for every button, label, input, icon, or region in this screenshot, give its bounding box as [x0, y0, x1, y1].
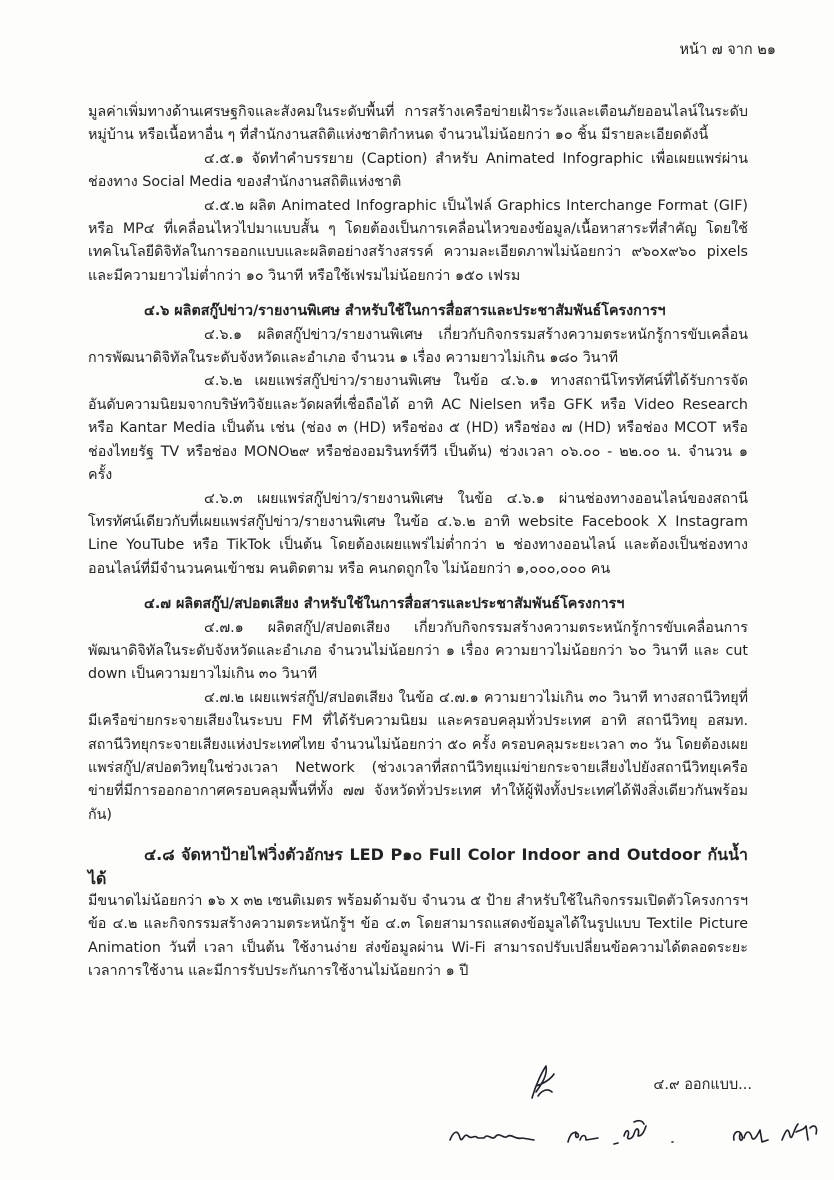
- paragraph-4-6-1: ๔.๖.๑ ผลิตสกู๊ปข่าว/รายงานพิเศษ เกี่ยวกับกิจกรรมสร้างความตระหนักรู้การขับเคลื่อนการพัฒนาดิจิทัลในระดับจังหวัดและอำเภอ จำนวน ๑ เรื่อง ความยาวไม่เกิน ๑๘๐ วินาที: [88, 326, 748, 367]
- paragraph-4-6-2: ๔.๖.๒ เผยแพร่สกู๊ปข่าว/รายงานพิเศษ ในข้อ ๔.๖.๑ ทางสถานีโทรทัศน์ที่ได้รับการจัดอันดับความนิยมจากบริษัทวิจัยและวัดผลที่เชื่อถือได้ อาทิ AC Nielsen หรือ GFK หรือ Video Research หรือ Kantar Media เป็นต้น เช่น (ช่อง ๓ (HD) หรือช่อง ๕ (HD) หรือช่อง ๗ (HD) หรือช่อง MCOT หรือช่องไทยรัฐ TV หรือช่อง MONO๒๙ หรือช่องอมรินทร์ทีวี เป็นต้น) ช่วงเวลา ๐๖.๐๐ - ๒๒.๐๐ น. จำนวน ๑ ครั้ง: [88, 373, 748, 484]
- next-section-label: ๔.๙ ออกแบบ...: [653, 1077, 752, 1093]
- signature-initial-1: [528, 1062, 556, 1102]
- signature-dot: [668, 1136, 678, 1146]
- signature-committee-5: [778, 1118, 822, 1148]
- paragraph-4-7-2: ๔.๗.๒ เผยแพร่สกู๊ป/สปอตเสียง ในข้อ ๔.๗.๑ ความยาวไม่เกิน ๓๐ วินาที ทางสถานีวิทยุที่มีเครือข่ายกระจายเสียงในระบบ FM ที่ได้รับความนิยม และครอบคลุมทั่วประเทศ อาทิ สถานีวิทยุ อสมท. สถานีวิทยุกระจายเสียงแห่งประเทศไทย จำนวนไม่น้อยกว่า ๕๐ ครั้ง ครอบคลุมระยะเวลา ๓๐ วัน โดยต้องเผยแพร่สกู๊ป/สปอตวิทยุในช่วงเวลา Network (ช่วงเวลาที่สถานีวิทยุแม่ข่ายกระจายเสียงไปยังสถานีวิทยุเครือข่ายที่มีการออกอากาศครอบคลุมพื้นที่ทั้ง ๗๗ จังหวัดทั่วประเทศ ทำให้ผู้ฟังทั้งประเทศได้ฟังสิ่งเดียวกันพร้อมกัน): [88, 689, 748, 823]
- signature-committee-2: [564, 1124, 604, 1148]
- signature-committee-3: [612, 1116, 652, 1150]
- paragraph-4-7-1: ๔.๗.๑ ผลิตสกู๊ป/สปอตเสียง เกี่ยวกับกิจกรรมสร้างความตระหนักรู้การขับเคลื่อนการพัฒนาดิจิทัลในระดับจังหวัดและอำเภอ จำนวนไม่น้อยกว่า ๑ เรื่อง ความยาวไม่น้อยกว่า ๖๐ วินาที และ cut down เป็นความยาวไม่เกิน ๓๐ วินาที: [88, 619, 748, 683]
- paragraph-4-6-3: ๔.๖.๓ เผยแพร่สกู๊ปข่าว/รายงานพิเศษ ในข้อ ๔.๖.๑ ผ่านช่องทางออนไลน์ของสถานีโทรทัศน์เดียวกับที่เผยแพร่สกู๊ปข่าว/รายงานพิเศษ ในข้อ ๔.๖.๒ อาทิ website Facebook X Instagram Line YouTube หรือ TikTok เป็นต้น โดยต้องเผยแพร่ไม่ต่ำกว่า ๒ ช่องทางออนไลน์ และต้องเป็นช่องทางออนไลน์ที่มีจำนวนคนเข้าชม คนติดตาม หรือ คนกดถูกใจ ไม่น้อยกว่า ๑,๐๐๐,๐๐๐ คน: [88, 490, 748, 577]
- section-heading-4-8: ๔.๘ จัดหาป้ายไฟวิ่งตัวอักษร LED P๑๐ Full Color Indoor and Outdoor กันน้ำได้: [88, 845, 748, 888]
- signature-committee-4: [730, 1122, 770, 1148]
- signature-committee-1: [448, 1124, 538, 1148]
- paragraph-4-5-2: ๔.๕.๒ ผลิต Animated Infographic เป็นไฟล์ Graphics Interchange Format (GIF) หรือ MP๔ ที่เคลื่อนไหวไปมาแบบสั้น ๆ โดยต้องเป็นการเคลื่อนไหวของข้อมูล/เนื้อหาสาระที่สำคัญ โดยใช้เทคโนโลยีดิจิทัลในการออกแบบและผลิตอย่างสร้างสรรค์ ความละเอียดภาพไม่น้อยกว่า ๙๖๐x๙๖๐ pixels และมีความยาวไม่ต่ำกว่า ๑๐ วินาที หรือใช้เฟรมไม่น้อยกว่า ๑๕๐ เฟรม: [88, 197, 748, 284]
- paragraph-4-8-body: มีขนาดไม่น้อยกว่า ๑๖ x ๓๒ เซนติเมตร พร้อมด้ามจับ จำนวน ๕ ป้าย สำหรับใช้ในกิจกรรมเปิดตัวโครงการฯ ข้อ ๔.๒ และกิจกรรมสร้างความตระหนักรู้ฯ ข้อ ๔.๓ โดยสามารถแสดงข้อมูลได้ในรูปแบบ Textile Picture Animation วันที่ เวลา เป็นต้น ใช้งานง่าย ส่งข้อมูลผ่าน Wi-Fi สามารถปรับเปลี่ยนข้อความได้ตลอดระยะเวลาการใช้งาน และมีการรับประกันการใช้งานไม่น้อยกว่า ๑ ปี: [88, 893, 748, 980]
- section-heading-4-6: ๔.๖ ผลิตสกู๊ปข่าว/รายงานพิเศษ สำหรับใช้ในการสื่อสารและประชาสัมพันธ์โครงการฯ: [144, 303, 666, 320]
- section-heading-4-7: ๔.๗ ผลิตสกู๊ป/สปอตเสียง สำหรับใช้ในการสื่อสารและประชาสัมพันธ์โครงการฯ: [144, 596, 625, 613]
- paragraph-4-5-1: ๔.๕.๑ จัดทำคำบรรยาย (Caption) สำหรับ Animated Infographic เพื่อเผยแพร่ผ่านช่องทาง Social Media ของสำนักงานสถิติแห่งชาติ: [88, 150, 748, 191]
- document-body: [88, 101, 748, 984]
- page-number: หน้า ๗ จาก ๒๑: [679, 42, 776, 58]
- paragraph-intro: มูลค่าเพิ่มทางด้านเศรษฐกิจและสังคมในระดับพื้นที่ การสร้างเครือข่ายเฝ้าระวังและเตือนภัยออนไลน์ในระดับหมู่บ้าน หรือเนื้อหาอื่น ๆ ที่สำนักงานสถิติแห่งชาติกำหนด จำนวนไม่น้อยกว่า ๑๐ ชิ้น มีรายละเอียดดังนี้: [88, 104, 748, 144]
